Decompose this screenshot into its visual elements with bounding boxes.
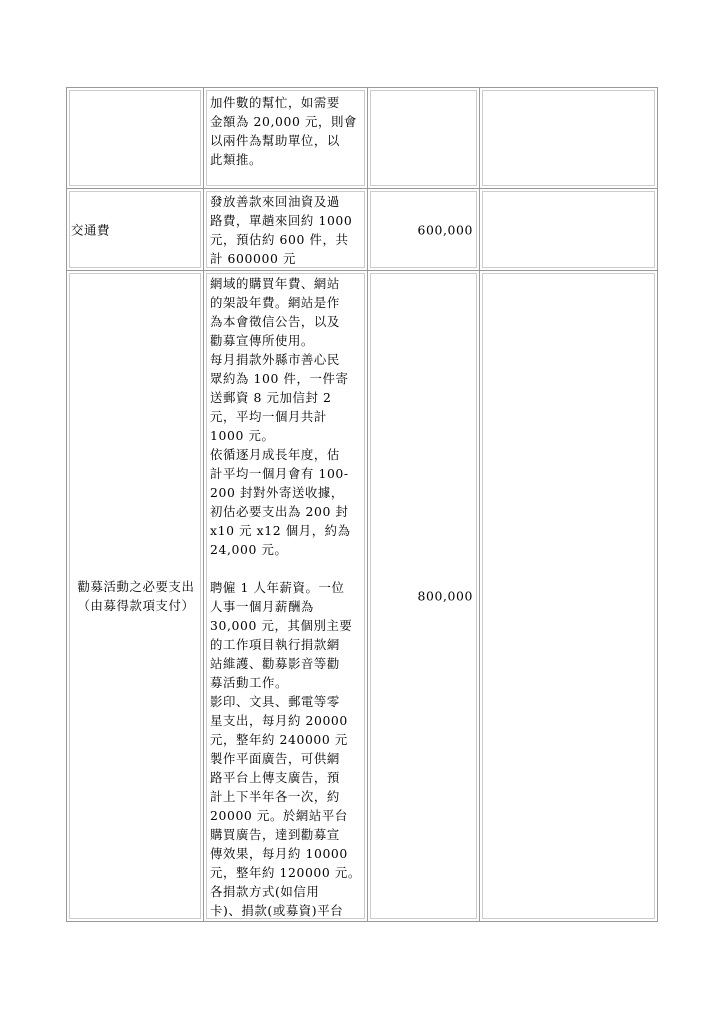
note-cell	[480, 271, 657, 921]
table-row	[67, 88, 657, 189]
description-cell	[204, 189, 368, 270]
item-name-line2: （由募得款項支付）	[77, 598, 195, 613]
item-name: 交通費	[71, 222, 110, 237]
description-text: 加件數的幫忙，如需要 金額為 20,000 元，則會 以兩件為幫助單位，以 此類推。	[210, 95, 357, 167]
description-cell	[204, 88, 368, 188]
description-text: 發放善款來回油資及過 路費，單趟來回約 1000 元，預估約 600 件，共 計 600000 元	[210, 194, 353, 266]
item-cell	[67, 271, 204, 921]
budget-table	[66, 87, 658, 922]
table-row	[67, 271, 657, 921]
table-row	[67, 189, 657, 271]
amount-value: 600,000	[417, 222, 473, 237]
note-cell	[480, 88, 657, 188]
item-cell	[67, 189, 204, 270]
amount-cell	[368, 189, 480, 270]
description-text: 網域的購買年費、網站 的架設年費。網站是作 為本會徵信公告，以及 勸募宣傳所使用。 每月捐款外縣市善心民 眾約為 100 件，一件寄 送郵資 8 元加信封 2 元，平均一個月共計 1000 元。 依循逐月成長年度，估 計平均一個月會有 100- 200 封對外寄送收據， 初估必要支出為 200 封 x10 元 x12 個月，約為 24,000 元。 聘僱 1 人年薪資。一位 人事一個月薪酬為 30,000 元，其個別主要 的工作項目執行捐款網 站維護、勸募影音等勸 募活動工作。 影印、文具、郵電等零 星支出，每月約 20000 元，整年約 240000 元 製作平面廣告，可供網 路平台上傳支廣告，預 計上下半年各一次，約 20000 元。於網站平台 購買廣告，達到勸募宣 傳效果，每月約 10000 元，整年約 120000 元。 各捐款方式(如信用 卡)、捐款(或募資)平台	[210, 276, 361, 918]
item-name	[71, 577, 201, 615]
item-name-line1: 勸募活動之必要支出	[77, 579, 195, 594]
item-cell	[67, 88, 204, 188]
amount-cell	[368, 271, 480, 921]
description-cell	[204, 271, 368, 921]
note-cell	[480, 189, 657, 270]
amount-cell	[368, 88, 480, 188]
amount-value: 800,000	[417, 588, 473, 604]
